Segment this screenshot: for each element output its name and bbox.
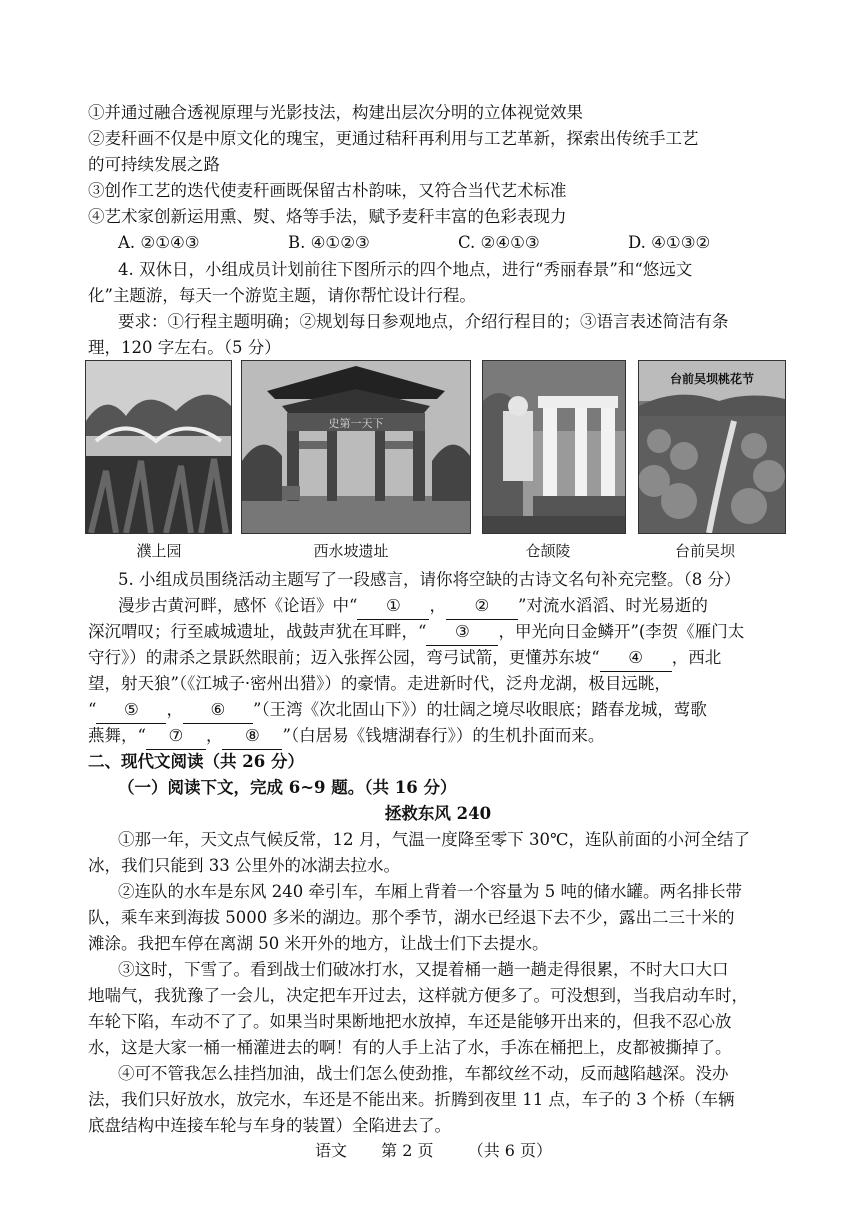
article-line: 底盘结构中连接车轮与车身的装置）全陷进去了。: [88, 1116, 451, 1135]
q5-text: 深沉喟叹；行至戚城遗址，战鼓声犹在耳畔，“: [88, 622, 427, 641]
article-line: ①那一年，天文点气候反常，12 月，气温一度降至零下 30℃，连队前面的小河全结了: [118, 830, 750, 849]
footer-page-number: 第 2 页: [381, 1141, 434, 1160]
q4-line-3: 要求：①行程主题明确；②规划每日参观地点，介绍行程目的；③语言表述简洁有条: [118, 312, 729, 331]
article-line: 队，乘车来到海拔 5000 多米的湖边。那个季节，湖水已经退下去不少，露出二三十米的: [88, 908, 735, 927]
orchard-photo-image: [639, 361, 785, 533]
blank-8[interactable]: ⑧: [222, 723, 282, 750]
blank-6[interactable]: ⑥: [183, 697, 253, 724]
photo-puyuan: [85, 360, 232, 534]
q5-line-4: 望，射天狼”（《江城子·密州出猎》）的豪情。走进新时代，泛舟龙湖，极目远眺，: [88, 674, 671, 693]
q3-option-c: C. ②④①③: [458, 233, 540, 252]
arch-photo-image: [483, 361, 625, 533]
article-line: 滩涂。我把车停在离湖 50 米开外的地方，让战士们下去提水。: [88, 934, 549, 953]
q5-text: 守行》）的肃杀之景跃然眼前；迈入张挥公园，弯弓试箭，更懂苏东坡“: [88, 648, 600, 667]
blank-2[interactable]: ②: [446, 593, 518, 620]
q5-text: ”（王湾《次北固山下》）的壮阔之境尽收眼底；踏春龙城，莺歌: [252, 700, 707, 719]
q3-option-a: A. ②①④③: [118, 233, 200, 252]
article-line: 冰，我们只能到 33 公里外的冰湖去拉水。: [88, 856, 400, 875]
q5-text: ，: [429, 596, 446, 615]
photo-strip: [85, 360, 785, 535]
q5-text: “: [88, 700, 97, 719]
q5-text: ，西北: [671, 648, 722, 667]
gate-photo-image: [242, 361, 470, 533]
gate-inscription: 史第一天下: [328, 417, 384, 430]
q3-item-1: ①并通过融合透视原理与光影技法，构建出层次分明的立体视觉效果: [88, 103, 583, 122]
subsection-1-heading: （一）阅读下文，完成 6~9 题。（共 16 分）: [118, 778, 457, 797]
blank-1[interactable]: ①: [357, 593, 429, 620]
q5-text: 燕舞，“: [88, 726, 146, 745]
q5-text: ，: [205, 726, 223, 745]
q5-line-2: [88, 619, 788, 646]
q3-option-d: D. ④①③②: [628, 233, 711, 252]
q4-line-1: 4. 双休日，小组成员计划前往下图所示的四个地点，进行“秀丽春景”和“悠远文: [118, 260, 693, 279]
q5-text: ，甲光向日金鳞开”(李贺《雁门太: [498, 622, 745, 641]
q5-text: ，: [166, 700, 183, 719]
blank-3[interactable]: ③: [426, 619, 498, 646]
q5-title: 5. 小组成员围绕活动主题写了一段感言，请你将空缺的古诗文名句补充完整。（8 分）: [118, 570, 741, 589]
article-line: ③这时，下雪了。看到战士们破冰打水，又提着桶一趟一趟走得很累，不时大口大口: [118, 960, 729, 979]
q4-line-2: 化”主题游，每天一个游览主题，请你帮忙设计行程。: [88, 286, 476, 305]
article-line: 地喘气，我犹豫了一会儿，决定把车开过去，这样就方便多了。可没想到，当我启动车时，: [88, 986, 748, 1005]
blank-5[interactable]: ⑤: [96, 697, 166, 724]
bridge-photo-image: [86, 361, 231, 533]
caption-xishuipo: 西水坡遗址: [313, 542, 389, 560]
caption-taiqian-wuba: 台前吴坝: [674, 542, 735, 560]
blank-4[interactable]: ④: [600, 645, 672, 672]
q4-line-4: 理，120 字左右。（5 分）: [88, 338, 281, 357]
q5-line-6: [88, 723, 788, 750]
q3-item-3: ③创作工艺的迭代使麦秆画既保留古朴韵味，又符合当代艺术标准: [88, 181, 567, 200]
article-line: 水，这是大家一桶一桶灌进去的啊！有的人手上沾了水，手冻在桶把上，皮都被撕掉了。: [88, 1038, 732, 1057]
caption-cangjieling: 仓颉陵: [525, 542, 571, 560]
caption-puyuan: 濮上园: [136, 542, 182, 560]
festival-sign-text: 台前吴坝桃花节: [669, 372, 755, 386]
q5-text: ”（白居易《钱塘湖春行》）的生机扑面而来。: [282, 726, 605, 745]
footer-total-pages: （共 6 页）: [467, 1141, 553, 1160]
q5-text: 漫步古黄河畔，感怀《论语》中“: [118, 596, 358, 615]
blank-7[interactable]: ⑦: [146, 723, 206, 750]
page-footer: [0, 1138, 867, 1161]
q3-option-b: B. ④①②③: [288, 233, 370, 252]
article-line: 法，我们只好放水，放完水，车还是不能出来。折腾到夜里 11 点，车子的 3 个桥（车辆: [88, 1090, 735, 1109]
article-line: ④可不管我怎么挂挡加油，战士们怎么使劲推，车都纹丝不动，反而越陷越深。没办: [118, 1064, 729, 1083]
footer-subject: 语文: [314, 1141, 347, 1160]
photo-cangjieling: [482, 360, 626, 534]
q5-line-1: [118, 593, 818, 620]
photo-taiqian-wuba: [638, 360, 786, 534]
q3-options: [118, 230, 818, 256]
q5-line-3: [88, 645, 788, 672]
q3-item-2-cont: 的可持续发展之路: [88, 155, 220, 174]
q3-item-4: ④艺术家创新运用熏、熨、烙等手法，赋予麦秆丰富的色彩表现力: [88, 207, 567, 226]
q3-item-2: ②麦秆画不仅是中原文化的瑰宝，更通过秸秆再利用与工艺革新，探索出传统手工艺: [88, 129, 699, 148]
article-line: ②连队的水车是东风 240 牵引车，车厢上背着一个容量为 5 吨的储水罐。两名排长带: [118, 882, 742, 901]
photo-xishuipo: [241, 360, 471, 534]
section-2-heading: 二、现代文阅读（共 26 分）: [88, 752, 304, 771]
article-line: 车轮下陷，车动不了了。如果当时果断地把水放掉，车还是能够开出来的，但我不忍心放: [88, 1012, 732, 1031]
q5-line-5: [88, 697, 788, 724]
q5-text: ”对流水滔滔、时光易逝的: [517, 596, 708, 615]
article-title: 拯救东风 240: [384, 804, 492, 823]
